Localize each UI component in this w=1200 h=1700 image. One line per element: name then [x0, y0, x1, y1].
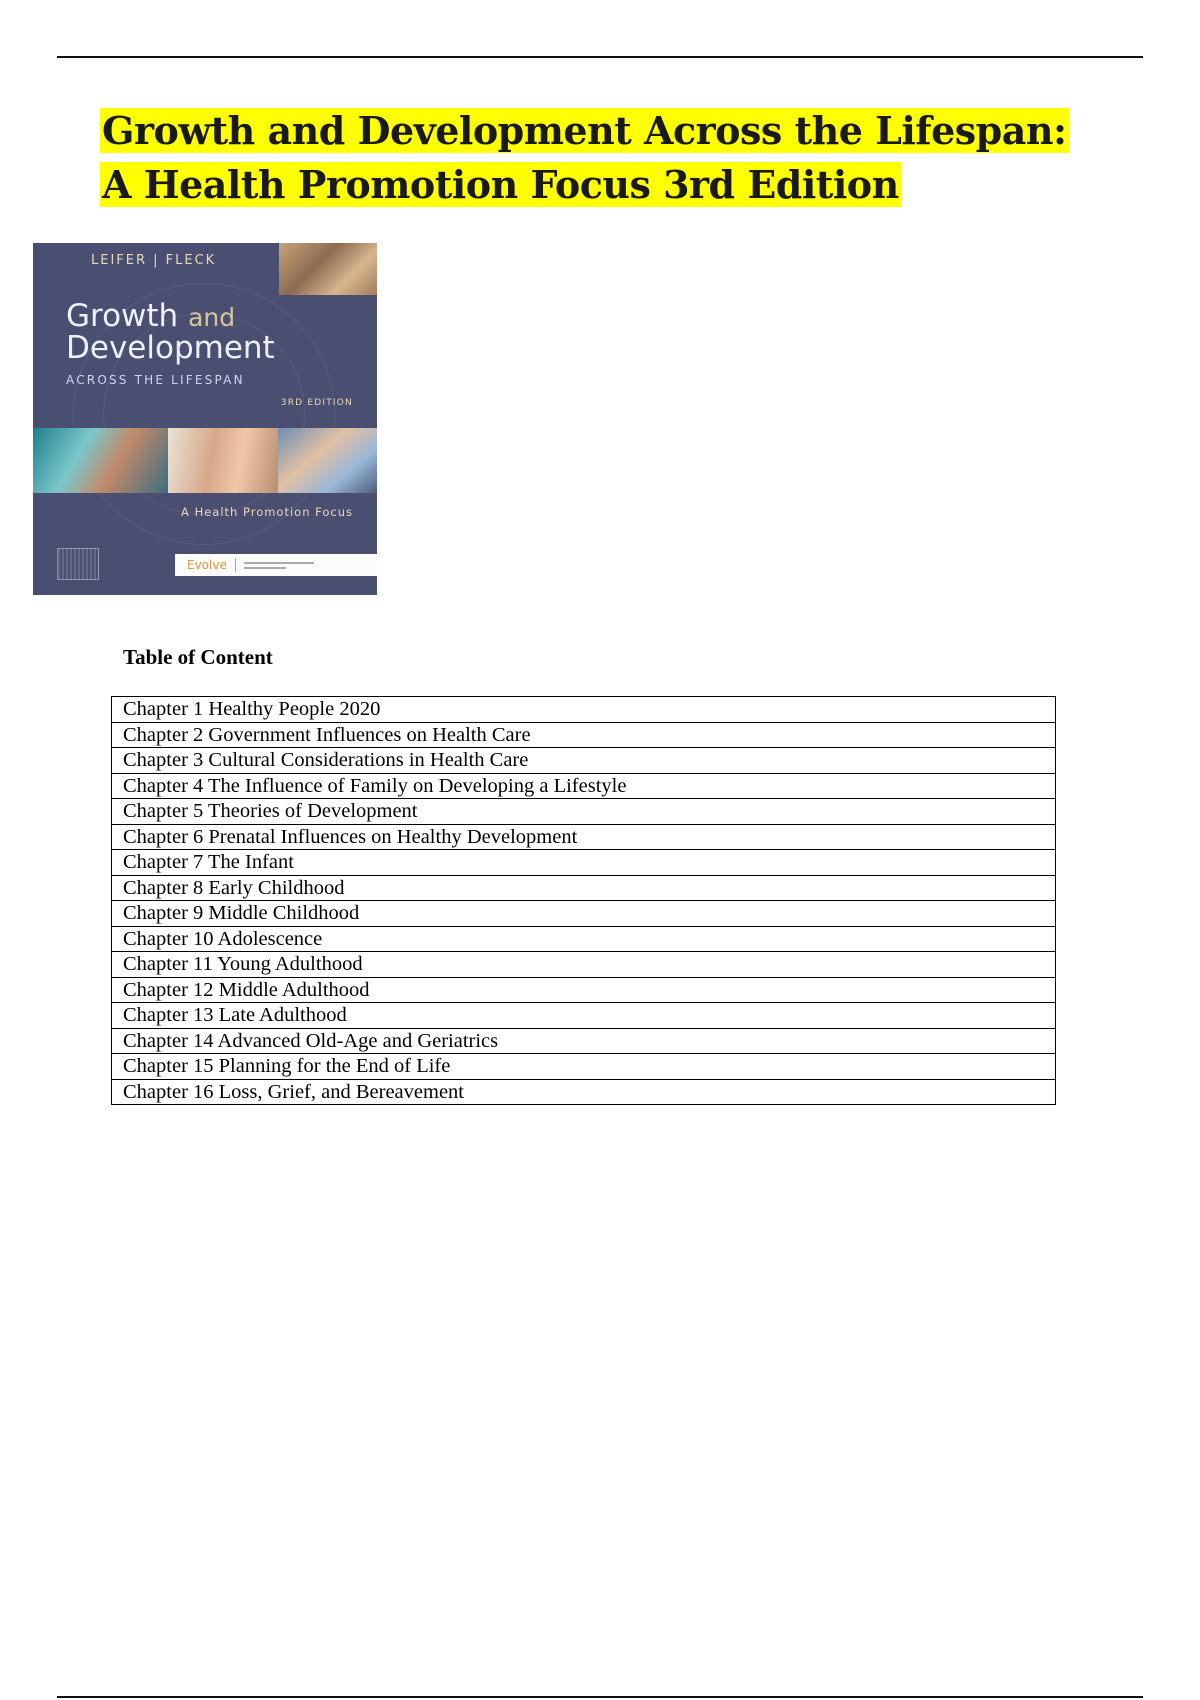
table-row	[112, 875, 1056, 901]
toc-chapter-cell: Chapter 8 Early Childhood	[112, 875, 1056, 901]
cover-photo-top	[279, 243, 377, 295]
toc-chapter-cell: Chapter 13 Late Adulthood	[112, 1003, 1056, 1029]
publisher-logo-icon	[57, 548, 99, 580]
toc-table	[111, 696, 1056, 1105]
table-row	[112, 977, 1056, 1003]
evolve-label: Evolve	[175, 558, 236, 572]
table-row	[112, 1054, 1056, 1080]
table-row	[112, 799, 1056, 825]
table-row	[112, 773, 1056, 799]
toc-chapter-cell: Chapter 12 Middle Adulthood	[112, 977, 1056, 1003]
top-rule	[57, 56, 1143, 58]
toc-chapter-cell: Chapter 15 Planning for the End of Life	[112, 1054, 1056, 1080]
table-row	[112, 1003, 1056, 1029]
table-row	[112, 926, 1056, 952]
cover-edition: 3RD EDITION	[280, 398, 353, 408]
toc-chapter-cell: Chapter 2 Government Influences on Health Care	[112, 722, 1056, 748]
table-row	[112, 824, 1056, 850]
toc-chapter-cell: Chapter 7 The Infant	[112, 850, 1056, 876]
toc-heading: Table of Content	[123, 645, 273, 669]
toc-chapter-cell: Chapter 14 Advanced Old-Age and Geriatrics	[112, 1028, 1056, 1054]
toc-chapter-cell: Chapter 1 Healthy People 2020	[112, 697, 1056, 723]
toc-chapter-cell: Chapter 5 Theories of Development	[112, 799, 1056, 825]
toc-chapter-cell: Chapter 6 Prenatal Influences on Healthy Development	[112, 824, 1056, 850]
toc-chapter-cell: Chapter 3 Cultural Considerations in Health Care	[112, 748, 1056, 774]
table-row	[112, 722, 1056, 748]
book-cover	[33, 243, 377, 595]
toc-chapter-cell: Chapter 16 Loss, Grief, and Bereavement	[112, 1079, 1056, 1105]
cover-title: Growth and Development	[66, 298, 275, 366]
cover-photo-strip	[33, 428, 377, 493]
cover-authors: LEIFER | FLECK	[91, 253, 217, 268]
cover-subtitle: ACROSS THE LIFESPAN	[66, 373, 245, 387]
table-row	[112, 901, 1056, 927]
table-row	[112, 1079, 1056, 1105]
evolve-badge	[175, 554, 377, 576]
table-row	[112, 850, 1056, 876]
table-row	[112, 748, 1056, 774]
table-row	[112, 952, 1056, 978]
document-title: Growth and Development Across the Lifespan: A Health Promotion Focus 3rd Edition	[102, 108, 1067, 207]
toc-chapter-cell: Chapter 9 Middle Childhood	[112, 901, 1056, 927]
toc-chapter-cell: Chapter 10 Adolescence	[112, 926, 1056, 952]
table-row	[112, 697, 1056, 723]
cover-tagline: A Health Promotion Focus	[181, 505, 353, 519]
toc-chapter-cell: Chapter 4 The Influence of Family on Developing a Lifestyle	[112, 773, 1056, 799]
table-row	[112, 1028, 1056, 1054]
bottom-rule	[57, 1696, 1143, 1698]
toc-chapter-cell: Chapter 11 Young Adulthood	[112, 952, 1056, 978]
